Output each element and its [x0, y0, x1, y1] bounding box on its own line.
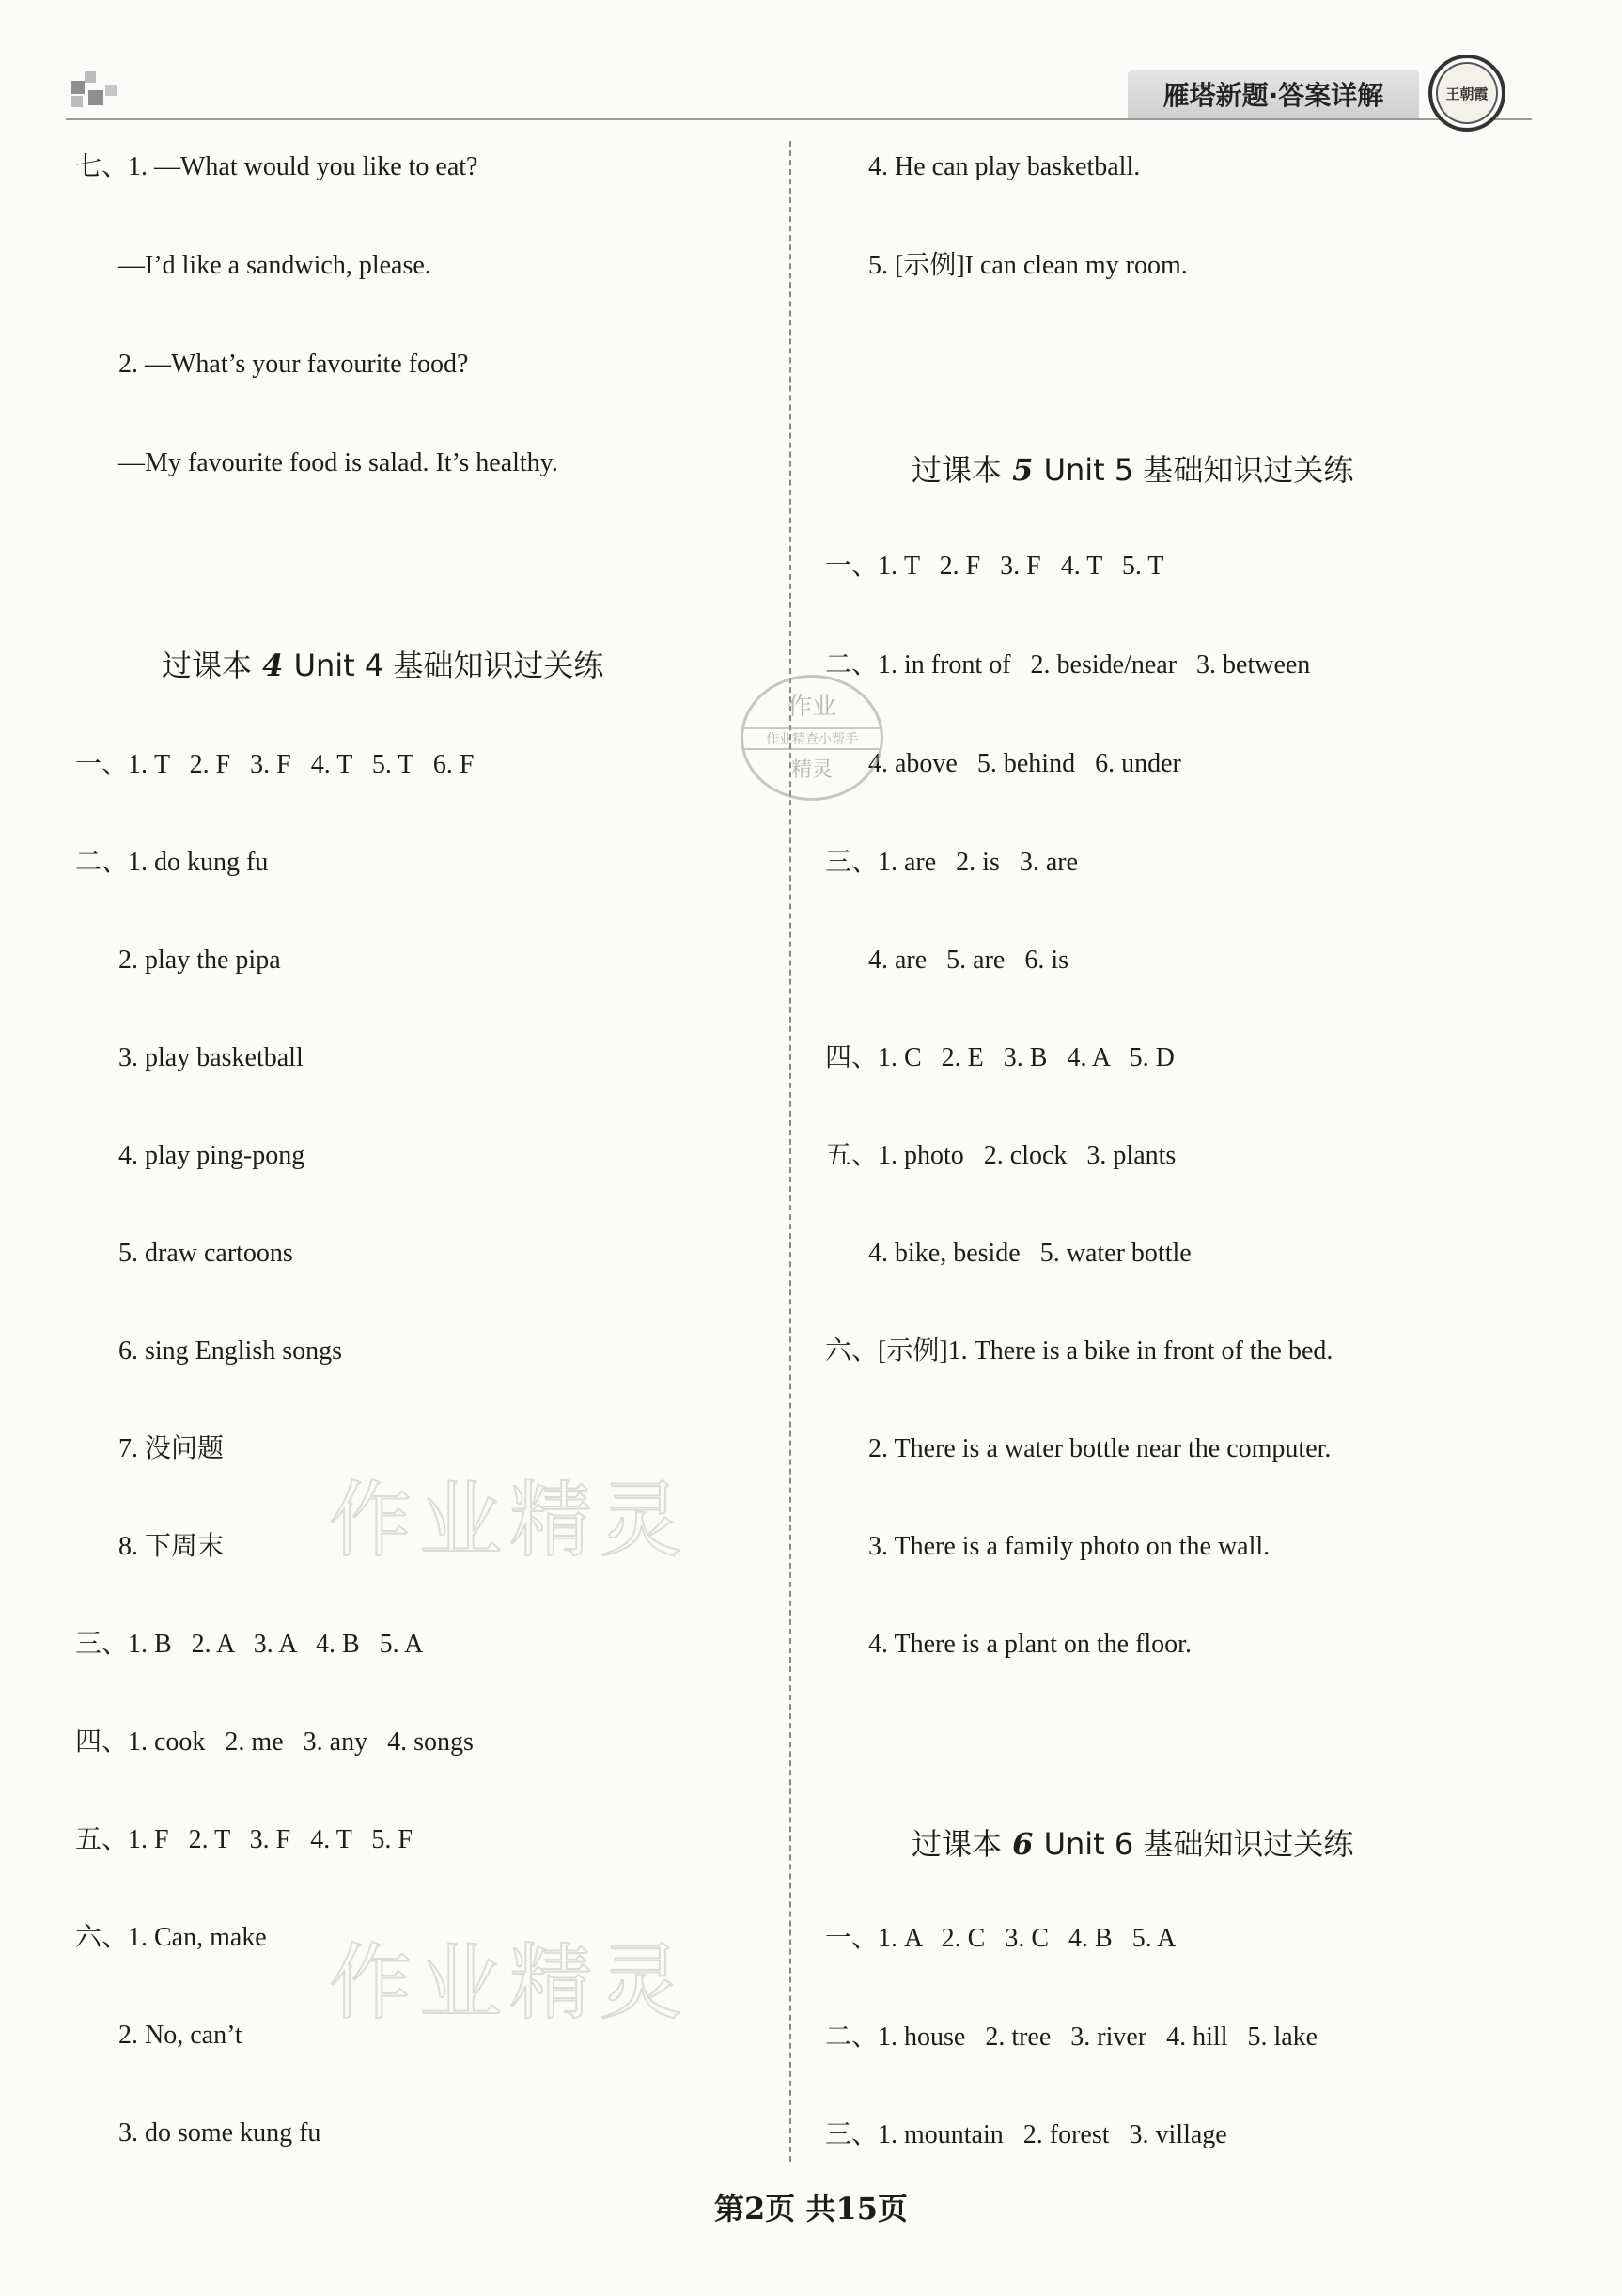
- answer-line: 三、1. are 2. is 3. are: [825, 848, 1079, 877]
- answer-line: 4. He can play basketball.: [868, 152, 1141, 181]
- answer-line: 二、1. in front of 2. beside/near 3. between: [825, 650, 1311, 679]
- page-footer: 第2页 共15页: [714, 2191, 908, 2226]
- answer-line: 一、1. A 2. C 3. C 4. B 5. A: [825, 1924, 1177, 1953]
- answer-line: 四、1. cook 2. me 3. any 4. songs: [75, 1727, 474, 1757]
- answer-line: 三、1. B 2. A 3. A 4. B 5. A: [75, 1630, 424, 1659]
- answer-line: 7. 没问题: [118, 1434, 225, 1463]
- stamp-line-1: 作业: [787, 693, 836, 721]
- watermark-stamp: [741, 675, 883, 801]
- column-divider: [789, 141, 791, 2162]
- answer-line: 8. 下周末: [118, 1532, 225, 1561]
- section-heading: Unit 5 基础知识过关练: [1043, 452, 1354, 488]
- stamp-line-3: 精灵: [790, 758, 833, 782]
- answer-line: 4. There is a plant on the floor.: [868, 1630, 1192, 1659]
- watermark-text: 作业精灵: [329, 1472, 691, 1569]
- answer-line: 一、1. T 2. F 3. F 4. T 5. T 6. F: [75, 750, 475, 779]
- answer-line: 2. There is a water bottle near the computer.: [868, 1434, 1332, 1463]
- answer-line: 3. do some kung fu: [118, 2118, 321, 2148]
- answer-line: 3. play basketball: [118, 1043, 304, 1072]
- answer-line: 3. There is a family photo on the wall.: [868, 1532, 1271, 1561]
- publisher-logo: [1428, 55, 1505, 132]
- section-title: [912, 1820, 1353, 1864]
- section-title: [162, 642, 603, 685]
- answer-line: —My favourite food is salad. It’s healthy.: [118, 448, 558, 477]
- answer-line: 4. bike, beside 5. water bottle: [868, 1239, 1192, 1268]
- answer-line: 七、1. —What would you like to eat?: [75, 152, 478, 181]
- answer-line: 5. draw cartoons: [118, 1239, 293, 1268]
- section-title: [912, 446, 1353, 490]
- series-title: 雁塔新题·答案详解: [1128, 70, 1419, 118]
- answer-line: 四、1. C 2. E 3. B 4. A 5. D: [825, 1043, 1175, 1072]
- section-prefix: 过课本: [912, 1826, 1003, 1862]
- answer-line: 2. No, can’t: [118, 2021, 242, 2050]
- answer-line: 2. play the pipa: [118, 945, 281, 975]
- answer-line: 六、1. Can, make: [75, 1923, 267, 1952]
- answer-line: —I’d like a sandwich, please.: [118, 251, 431, 280]
- section-heading: Unit 4 基础知识过关练: [293, 648, 604, 683]
- answer-line: 4. play ping-pong: [118, 1141, 305, 1170]
- section-number: 6: [1002, 1826, 1044, 1862]
- answer-line: 4. are 5. are 6. is: [868, 945, 1069, 975]
- section-number: 4: [252, 648, 294, 683]
- watermark-text: 作业精灵: [329, 1934, 691, 2031]
- header-rule: [66, 118, 1532, 120]
- section-number: 5: [1002, 452, 1044, 488]
- section-prefix: 过课本: [162, 648, 253, 683]
- answer-line: 一、1. T 2. F 3. F 4. T 5. T: [825, 552, 1164, 581]
- section-heading: Unit 6 基础知识过关练: [1043, 1826, 1354, 1862]
- stamp-line-2: 作业精查小帮手: [743, 727, 881, 750]
- answer-line: 2. —What’s your favourite food?: [118, 350, 469, 379]
- answer-line: 三、1. mountain 2. forest 3. village: [825, 2120, 1227, 2149]
- section-prefix: 过课本: [912, 452, 1003, 488]
- answer-line: 五、1. photo 2. clock 3. plants: [825, 1141, 1177, 1170]
- logo-text: 王朝霞: [1445, 85, 1489, 102]
- answer-line: 6. sing English songs: [118, 1336, 343, 1366]
- answer-line: 5. [示例]I can clean my room.: [868, 251, 1188, 280]
- answer-line: 4. above 5. behind 6. under: [868, 749, 1181, 778]
- answer-line: 五、1. F 2. T 3. F 4. T 5. F: [75, 1825, 413, 1854]
- answer-line: 二、1. do kung fu: [75, 848, 269, 877]
- answer-line: 二、1. house 2. tree 3. river 4. hill 5. lake: [825, 2023, 1318, 2052]
- answer-line: 六、[示例]1. There is a bike in front of the bed.: [825, 1336, 1333, 1366]
